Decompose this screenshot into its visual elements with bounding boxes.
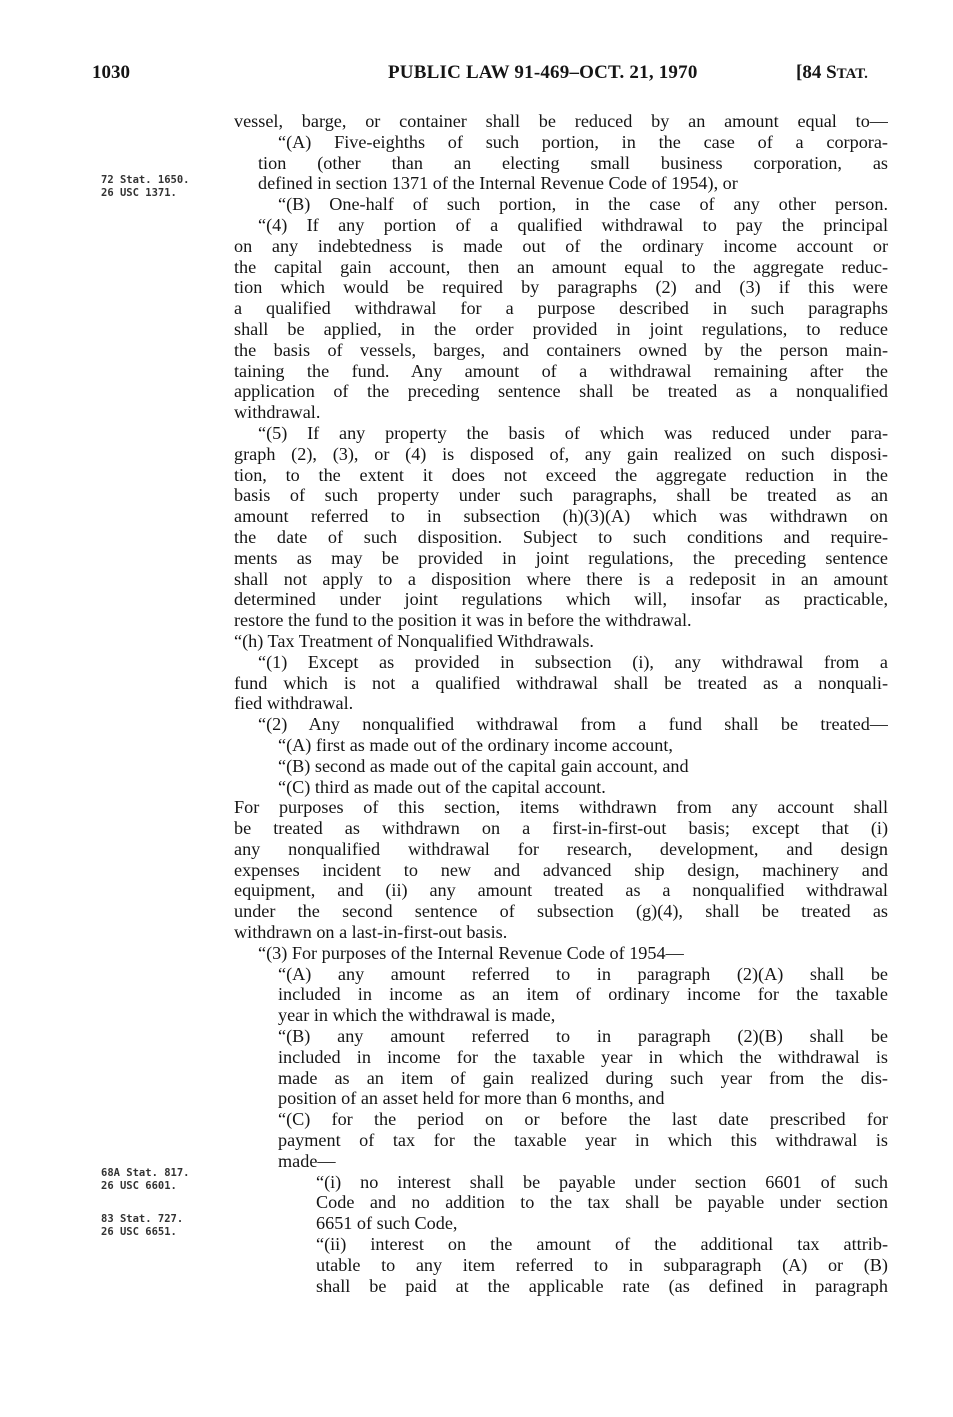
text-line: “(A) Five-eighths of such portion, in the case of a corpora-	[278, 131, 888, 152]
text-line: restore the fund to the position it was in before the withdrawal.	[234, 610, 692, 631]
text-line: determined under joint regulations which will, insofar as practicable,	[234, 589, 888, 610]
text-line: defined in section 1371 of the Internal Revenue Code of 1954), or	[258, 173, 738, 194]
text-line: “(1) Except as provided in subsection (i), any withdrawal from a	[258, 651, 888, 672]
margin-note-line: 26 USC 1371.	[101, 187, 177, 199]
margin-note-line: 68A Stat. 817.	[101, 1167, 190, 1179]
text-line: tion which would be required by paragraphs (2) and (3) if this were	[234, 277, 888, 298]
section-heading: “(h) Tax Treatment of Nonqualified Withdrawals.	[234, 630, 594, 651]
text-line: fied withdrawal.	[234, 693, 354, 714]
page-header	[0, 62, 953, 88]
text-line: vessel, barge, or container shall be reduced by an amount equal to—	[234, 111, 888, 131]
text-line: utable to any item referred to in subparagraph (A) or (B)	[316, 1254, 888, 1275]
text-line: “(i) no interest shall be payable under section 6601 of such	[316, 1171, 888, 1192]
text-line: tion (other than an electing small business corporation, as	[258, 152, 888, 173]
margin-note-line: 26 USC 6651.	[101, 1226, 177, 1238]
text-line: made as an item of gain realized during such year from the dis-	[278, 1067, 888, 1088]
text-line: included in income as an item of ordinary income for the taxable	[278, 984, 888, 1005]
text-line: be treated as withdrawn on a first-in-first-out basis; except that (i)	[234, 818, 888, 839]
text-line: “(C) third as made out of the capital account.	[278, 776, 606, 797]
running-title: PUBLIC LAW 91-469–OCT. 21, 1970	[388, 62, 698, 83]
text-line: payment of tax for the taxable year in which this withdrawal is	[278, 1130, 888, 1151]
text-line: 6651 of such Code,	[316, 1213, 458, 1234]
text-line: on any indebtedness is made out of the ordinary income account or	[234, 235, 888, 256]
text-line: shall not apply to a disposition where there is a redeposit in an amount	[234, 568, 888, 589]
text-line: “(C) for the period on or before the last date prescribed for	[278, 1109, 888, 1130]
text-line: shall be applied, in the order provided in joint regulations, to reduce	[234, 318, 888, 339]
text-line: a qualified withdrawal for a purpose described in such paragraphs	[234, 298, 888, 319]
text-line: withdrawn on a last-in-first-out basis.	[234, 922, 508, 943]
text-line: “(B) One-half of such portion, in the case of any other person.	[278, 194, 888, 215]
text-line: graph (2), (3), or (4) is disposed of, any gain realized on such disposi-	[234, 443, 888, 464]
margin-note-line: 26 USC 6601.	[101, 1180, 177, 1192]
text-line: “(ii) interest on the amount of the additional tax attrib-	[316, 1234, 888, 1255]
text-line: equipment, and (ii) any amount treated as a nonqualified withdrawal	[234, 880, 888, 901]
text-line: “(A) any amount referred to in paragraph (2)(A) shall be	[278, 963, 888, 984]
volume-citation	[796, 62, 868, 84]
text-line: “(5) If any property the basis of which was reduced under para-	[258, 422, 888, 443]
text-line: basis of such property under such paragraphs, shall be treated as an	[234, 485, 888, 506]
margin-note-statute	[101, 174, 190, 200]
margin-note-line: 83 Stat. 727.	[101, 1213, 184, 1225]
text-line: included in income for the taxable year in which the withdrawal is	[278, 1046, 888, 1067]
text-line: “(B) second as made out of the capital gain account, and	[278, 755, 689, 776]
text-line: made—	[278, 1150, 336, 1171]
text-line: under the second sentence of subsection (g)(4), shall be treated as	[234, 901, 888, 922]
text-line: “(2) Any nonqualified withdrawal from a fund shall be treated—	[258, 714, 888, 735]
text-line: the date of such disposition. Subject to such conditions and require-	[234, 526, 888, 547]
margin-note-statute	[101, 1213, 183, 1239]
text-line: “(A) first as made out of the ordinary income account,	[278, 734, 673, 755]
text-line: “(B) any amount referred to in paragraph (2)(B) shall be	[278, 1026, 888, 1047]
margin-note-line: 72 Stat. 1650.	[101, 174, 190, 186]
volume-prefix: [84 S	[796, 62, 837, 83]
text-line: amount referred to in subsection (h)(3)(A) which was withdrawn on	[234, 506, 888, 527]
text-line: the basis of vessels, barges, and containers owned by the person main-	[234, 339, 888, 360]
statute-body-text	[234, 111, 888, 1296]
text-line: taining the fund. Any amount of a withdrawal remaining after the	[234, 360, 888, 381]
page-number: 1030	[92, 62, 130, 83]
text-line: the capital gain account, then an amount equal to the aggregate reduc-	[234, 256, 888, 277]
text-line: fund which is not a qualified withdrawal shall be treated as a nonquali-	[234, 672, 888, 693]
text-line: For purposes of this section, items withdrawn from any account shall	[234, 797, 888, 818]
text-line: application of the preceding sentence shall be treated as a nonqualified	[234, 381, 888, 402]
text-line: ments as may be provided in joint regulations, the preceding sentence	[234, 547, 888, 568]
margin-note-statute	[101, 1167, 190, 1193]
text-line: “(3) For purposes of the Internal Revenue Code of 1954—	[258, 942, 684, 963]
text-line: expenses incident to new and advanced ship design, machinery and	[234, 859, 888, 880]
text-line: tion, to the extent it does not exceed the aggregate reduction in the	[234, 464, 888, 485]
volume-suffix: TAT.	[836, 66, 868, 82]
text-line: year in which the withdrawal is made,	[278, 1005, 556, 1026]
text-line: “(4) If any portion of a qualified withdrawal to pay the principal	[258, 214, 888, 235]
text-line: shall be paid at the applicable rate (as defined in paragraph	[316, 1275, 888, 1296]
text-line: Code and no addition to the tax shall be payable under section	[316, 1192, 888, 1213]
text-line: any nonqualified withdrawal for research, development, and design	[234, 838, 888, 859]
text-line: position of an asset held for more than 6 months, and	[278, 1088, 665, 1109]
text-line: withdrawal.	[234, 402, 321, 423]
